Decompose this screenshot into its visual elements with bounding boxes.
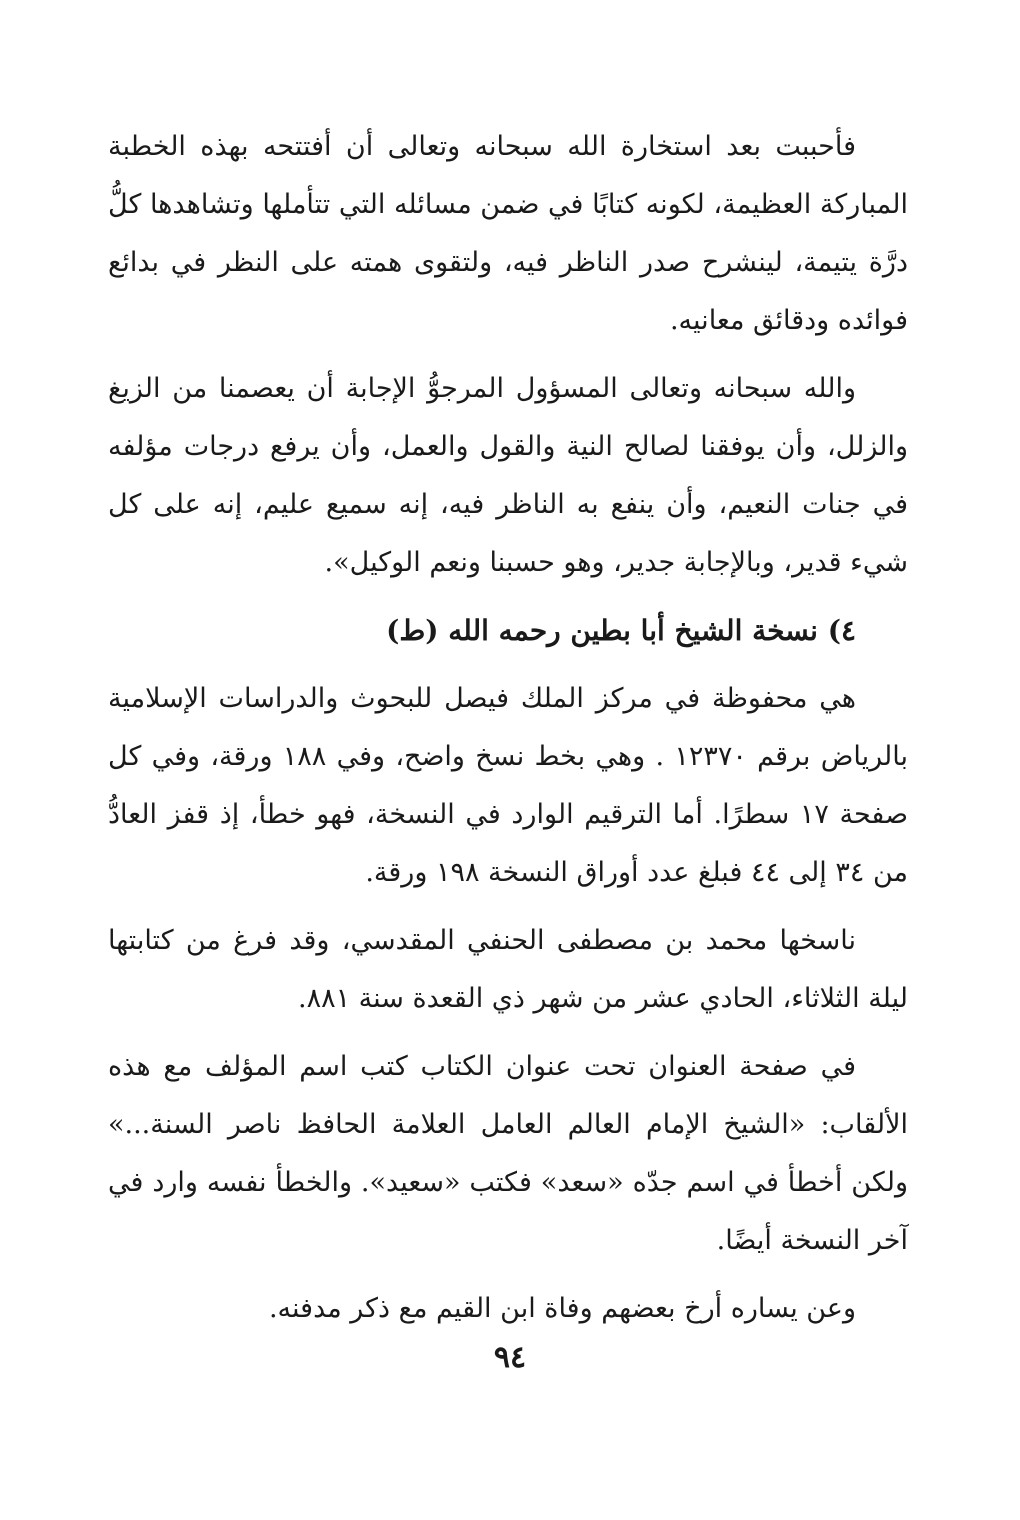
paragraph-title-page: في صفحة العنوان تحت عنوان الكتاب كتب اسم المؤلف مع هذه الألقاب: «الشيخ الإمام العالم العامل العلامة الحافظ ناصر السنة...» ولكن أخطأ في اسم جدّه «سعد» فكتب «سعيد». والخطأ نفسه وارد في آخر النسخة أيضًا.	[108, 1051, 908, 1256]
section-heading: ٤) نسخة الشيخ أبا بطين رحمه الله (ط)	[386, 614, 856, 647]
paragraph-copyist: ناسخها محمد بن مصطفى الحنفي المقدسي، وقد فرغ من كتابتها ليلة الثلاثاء، الحادي عشر من شهر ذي القعدة سنة ٨٨١.	[108, 925, 908, 1014]
paragraph-supplication: والله سبحانه وتعالى المسؤول المرجوُّ الإجابة أن يعصمنا من الزيغ والزلل، وأن يوفقنا لصالح النية والقول والعمل، وأن يرفع درجات مؤلفه في جنات النعيم، وأن ينفع به الناظر فيه، إنه سميع عليم، إنه على كل شيء قدير، وبالإجابة جدير، وهو حسبنا ونعم الوكيل».	[108, 373, 908, 578]
paragraph-opening: فأحببت بعد استخارة الله سبحانه وتعالى أن أفتتحه بهذه الخطبة المباركة العظيمة، لكونه كتابًا في ضمن مسائله التي تتأملها وتشاهدها كلُّ درَّة يتيمة، لينشرح صدر الناظر فيه، ولتقوى همته على النظر في بدائع فوائده ودقائق معانيه.	[108, 131, 908, 336]
page-body	[108, 118, 908, 1338]
paragraph-manuscript-location: هي محفوظة في مركز الملك فيصل للبحوث والدراسات الإسلامية بالرياض برقم ١٢٣٧٠ . وهي بخط نسخ واضح، وفي ١٨٨ ورقة، وفي كل صفحة ١٧ سطرًا. أما الترقيم الوارد في النسخة، فهو خطأ، إذ قفز العادُّ من ٣٤ إلى ٤٤ فبلغ عدد أوراق النسخة ١٩٨ ورقة.	[108, 683, 908, 888]
paragraph-death-date-note: وعن يساره أرخ بعضهم وفاة ابن القيم مع ذكر مدفنه.	[268, 1293, 856, 1324]
page-number: ٩٤	[493, 1340, 527, 1375]
